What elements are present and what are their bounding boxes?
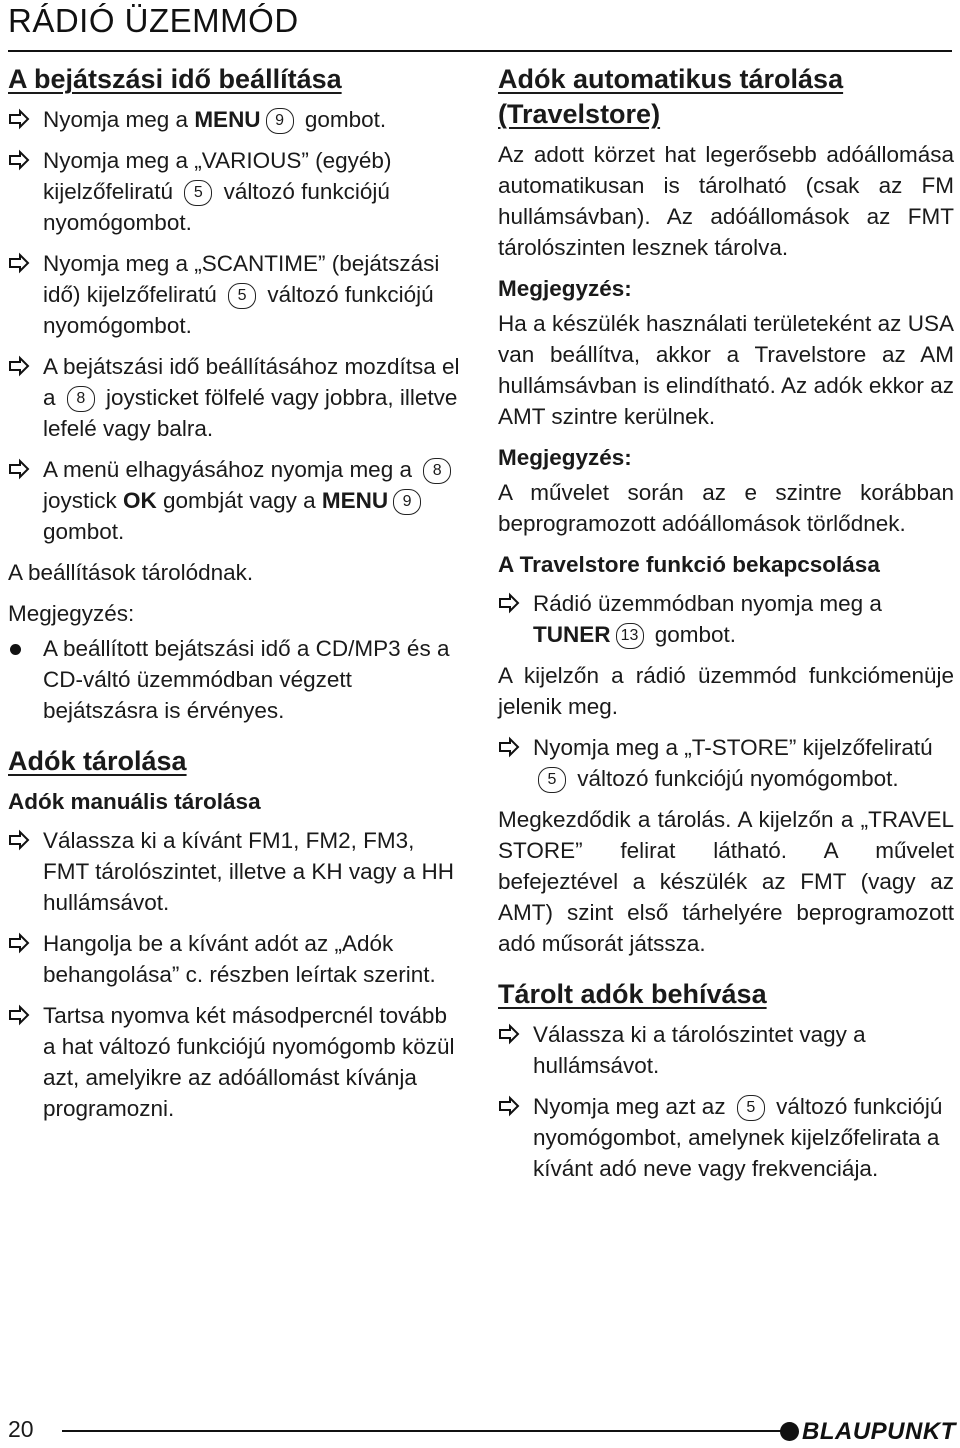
step-tune-station: Hangolja be a kívánt adót az „Adók behangolása” c. részben leírtak szerint. bbox=[8, 928, 463, 990]
arrow-pointer-icon bbox=[8, 829, 30, 851]
arrow-pointer-icon bbox=[8, 458, 30, 480]
control-number-badge: 9 bbox=[266, 108, 294, 134]
step-press-tstore: Nyomja meg a „T-STORE” kijelzőfeliratú 5 változó funkciójú nyomógombot. bbox=[498, 732, 954, 794]
page-title: RÁDIÓ ÜZEMMÓD bbox=[8, 2, 299, 39]
arrow-pointer-icon bbox=[8, 252, 30, 274]
step-exit-menu: A menü elhagyásához nyomja meg a 8 joystick OK gombját vagy a MENU 9 gombot. bbox=[8, 454, 463, 547]
note-item: A beállított bejátszási idő a CD/MP3 és a CD-váltó üzemmódban végzett bejátszásra is érvényes. bbox=[8, 633, 463, 726]
filled-dot-icon bbox=[10, 644, 21, 655]
footer-rule bbox=[62, 1430, 782, 1432]
step-press-scantime: Nyomja meg a „SCANTIME” (bejátszási idő) kijelzőfeliratú 5 változó funkciójú nyomógombot. bbox=[8, 248, 463, 341]
control-number-badge: 13 bbox=[616, 623, 644, 649]
subheading-manual-storing: Adók manuális tárolása bbox=[8, 789, 261, 814]
section-heading-storing-stations: Adók tárolása bbox=[8, 746, 187, 776]
note-label: Megjegyzés: bbox=[498, 276, 632, 301]
control-number-badge: 5 bbox=[737, 1095, 765, 1121]
blaupunkt-dot-logo bbox=[780, 1422, 799, 1441]
arrow-pointer-icon bbox=[498, 1095, 520, 1117]
arrow-pointer-icon bbox=[498, 736, 520, 758]
right-column bbox=[498, 62, 954, 1194]
arrow-pointer-icon bbox=[8, 149, 30, 171]
control-number-badge: 8 bbox=[423, 458, 451, 484]
step-adjust-joystick: A bejátszási idő beállításához mozdítsa el a 8 joysticket fölfelé vagy jobbra, illetve lefelé vagy balra. bbox=[8, 351, 463, 444]
storing-start-text: Megkezdődik a tárolás. A kijelzőn a „TRAVEL STORE” felirat látható. A művelet befejeztével a készülék az FMT (vagy az AMT) szint első tárhelyére beprogramozott adó műsorát játssza. bbox=[498, 807, 954, 956]
step-select-level: Válassza ki a tárolószintet vagy a hullámsávot. bbox=[498, 1019, 954, 1081]
brand-name: BLAUPUNKT bbox=[802, 1418, 956, 1445]
note-label: Megjegyzés: bbox=[8, 601, 135, 626]
step-press-various: Nyomja meg a „VARIOUS” (egyéb) kijelzőfeliratú 5 változó funkciójú nyomógombot. bbox=[8, 145, 463, 238]
left-column bbox=[8, 62, 463, 1134]
note-usa-text: Ha a készülék használati területeként az USA van beállítva, akkor a Travelstore az AM hullámsávban is elindítható. Az adók ekkor az AMT szintre kerülnek. bbox=[498, 311, 954, 429]
arrow-pointer-icon bbox=[8, 355, 30, 377]
step-press-menu: Nyomja meg a MENU 9 gombot. bbox=[8, 104, 463, 135]
step-press-tuner: Rádió üzemmódban nyomja meg a TUNER 13 gombot. bbox=[498, 588, 954, 650]
arrow-pointer-icon bbox=[8, 932, 30, 954]
control-number-badge: 5 bbox=[538, 767, 566, 793]
step-select-band: Válassza ki a kívánt FM1, FM2, FM3, FMT tárolószintet, illetve a KH vagy a HH hullámsávot. bbox=[8, 825, 463, 918]
subheading-travelstore-on: A Travelstore funkció bekapcsolása bbox=[498, 552, 880, 577]
title-rule bbox=[8, 50, 952, 52]
control-number-badge: 5 bbox=[228, 283, 256, 309]
page-number: 20 bbox=[8, 1416, 34, 1442]
arrow-pointer-icon bbox=[8, 108, 30, 130]
arrow-pointer-icon bbox=[8, 1004, 30, 1026]
step-hold-preset: Tartsa nyomva két másodpercnél tovább a hat változó funkciójú nyomógomb közül azt, amelyikre az adóállomást kívánja programozni. bbox=[8, 1000, 463, 1124]
arrow-pointer-icon bbox=[498, 592, 520, 614]
settings-saved-text: A beállítások tárolódnak. bbox=[8, 560, 254, 585]
arrow-pointer-icon bbox=[498, 1023, 520, 1045]
section-heading-playback-time: A bejátszási idő beállítása bbox=[8, 64, 342, 94]
control-number-badge: 8 bbox=[67, 386, 95, 412]
step-press-preset: Nyomja meg azt az 5 változó funkciójú nyomógombot, amelynek kijelzőfelirata a kívánt adó neve vagy frekvenciája. bbox=[498, 1091, 954, 1184]
menu-shown-text: A kijelzőn a rádió üzemmód funkciómenüje jelenik meg. bbox=[498, 663, 954, 719]
note-overwrite-text: A művelet során az e szintre korábban beprogramozott adóállomások törlődnek. bbox=[498, 480, 954, 536]
note-label: Megjegyzés: bbox=[498, 445, 632, 470]
travelstore-intro: Az adott körzet hat legerősebb adóállomása automatikusan is tárolható (csak az FM hullámsávban). Az adóállomások az FMT tárolószinten lesznek tárolva. bbox=[498, 142, 954, 260]
section-heading-recall-stations: Tárolt adók behívása bbox=[498, 979, 767, 1009]
section-heading-travelstore: Adók automatikus tárolása (Travelstore) bbox=[498, 64, 844, 129]
brand-logo bbox=[780, 1418, 956, 1446]
control-number-badge: 5 bbox=[184, 180, 212, 206]
control-number-badge: 9 bbox=[393, 489, 421, 515]
